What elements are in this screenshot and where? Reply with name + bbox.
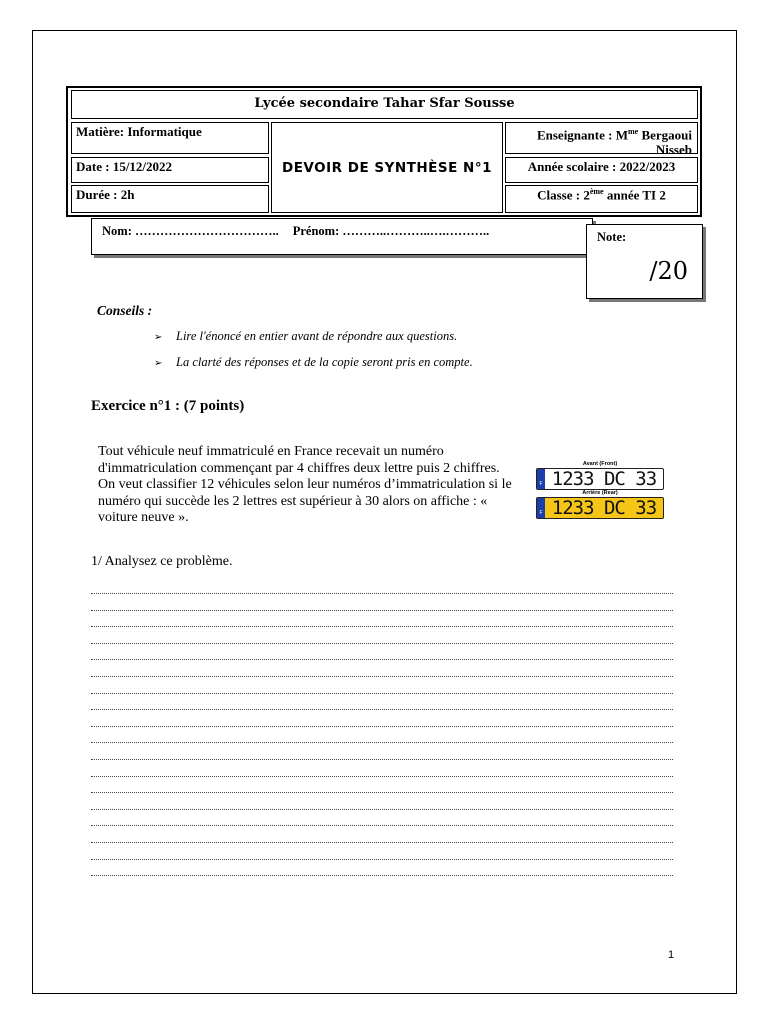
answer-line[interactable]: [91, 709, 673, 710]
conseils-title: Conseils :: [97, 303, 153, 318]
arrow-bullet-icon: ➢: [154, 332, 163, 343]
plate-number: 1233 DC 33: [551, 468, 657, 490]
plate-rear: [536, 497, 664, 519]
subject-cell: Matière: Informatique: [71, 122, 269, 154]
answer-line[interactable]: [91, 792, 673, 793]
note-box: [586, 224, 703, 299]
eu-flag-icon: F: [537, 498, 545, 518]
class-sup: ème: [589, 187, 604, 196]
class-prefix: Classe : 2: [537, 187, 590, 203]
answer-line[interactable]: [91, 593, 673, 594]
date-cell: Date : 15/12/2022: [71, 157, 269, 183]
answer-line[interactable]: [91, 726, 673, 727]
school-name: Lycée secondaire Tahar Sfar Sousse: [71, 90, 698, 119]
license-plates-image: [536, 461, 664, 519]
tip-text: La clarté des réponses et de la copie seront pris en compte.: [176, 355, 473, 369]
answer-line[interactable]: [91, 676, 673, 677]
school-year-cell: Année scolaire : 2022/2023: [505, 157, 698, 183]
tip-text: Lire l'énoncé en entier avant de répondre aux questions.: [176, 329, 458, 343]
answer-line[interactable]: [91, 859, 673, 860]
answer-line[interactable]: [91, 776, 673, 777]
plate-front-caption: Avant (Front): [582, 461, 618, 467]
exercise-title: Exercice n°1 : (7 points): [91, 398, 245, 414]
answer-line[interactable]: [91, 842, 673, 843]
answer-line[interactable]: [91, 643, 673, 644]
answer-line[interactable]: [91, 626, 673, 627]
exam-title: DEVOIR DE SYNTHÈSE N°1: [271, 122, 503, 213]
eu-flag-icon: F: [537, 469, 545, 489]
plate-front: [536, 468, 664, 490]
nom-field[interactable]: Nom: ……………………………..: [102, 224, 279, 238]
prenom-field[interactable]: Prénom: ………..………..….………..: [292, 224, 490, 238]
plate-rear-caption: Arrière (Rear): [582, 490, 618, 496]
tip-item: [154, 329, 457, 344]
note-score: /20: [649, 257, 688, 285]
question-1: 1/ Analysez ce problème.: [91, 554, 233, 569]
answer-line[interactable]: [91, 742, 673, 743]
teacher-sup: me: [627, 127, 639, 136]
plate-number: 1233 DC 33: [551, 497, 657, 519]
class-suffix: année TI 2: [606, 187, 666, 203]
answer-line[interactable]: [91, 875, 673, 876]
answer-line[interactable]: [91, 693, 673, 694]
tip-item: [154, 355, 473, 370]
teacher-name-2: Nisseb: [655, 142, 692, 158]
teacher-prefix: Enseignante : M: [536, 127, 628, 143]
answer-line[interactable]: [91, 659, 673, 660]
exercise-statement: Tout véhicule neuf immatriculé en France recevait un numéro d'immatriculation commençant par 4 chiffres deux lettre puis 2 chiffres. On veut classifier 12 véhicules selon leur numéros d’immatriculation si le numéro qui succède les 2 lettres est supérieur à 30 alors on affiche : « voiture neuve ».: [98, 444, 512, 525]
answer-line[interactable]: [91, 610, 673, 611]
class-cell: [505, 185, 698, 213]
note-label: Note:: [597, 230, 627, 244]
answer-line[interactable]: [91, 759, 673, 760]
duration-cell: Durée : 2h: [71, 185, 269, 213]
answer-line[interactable]: [91, 809, 673, 810]
student-name-box[interactable]: [91, 218, 593, 255]
teacher-cell: [505, 122, 698, 158]
answer-line[interactable]: [91, 825, 673, 826]
teacher-name-1: Bergaoui: [641, 127, 692, 143]
arrow-bullet-icon: ➢: [154, 358, 163, 369]
page-number: 1: [668, 949, 675, 961]
